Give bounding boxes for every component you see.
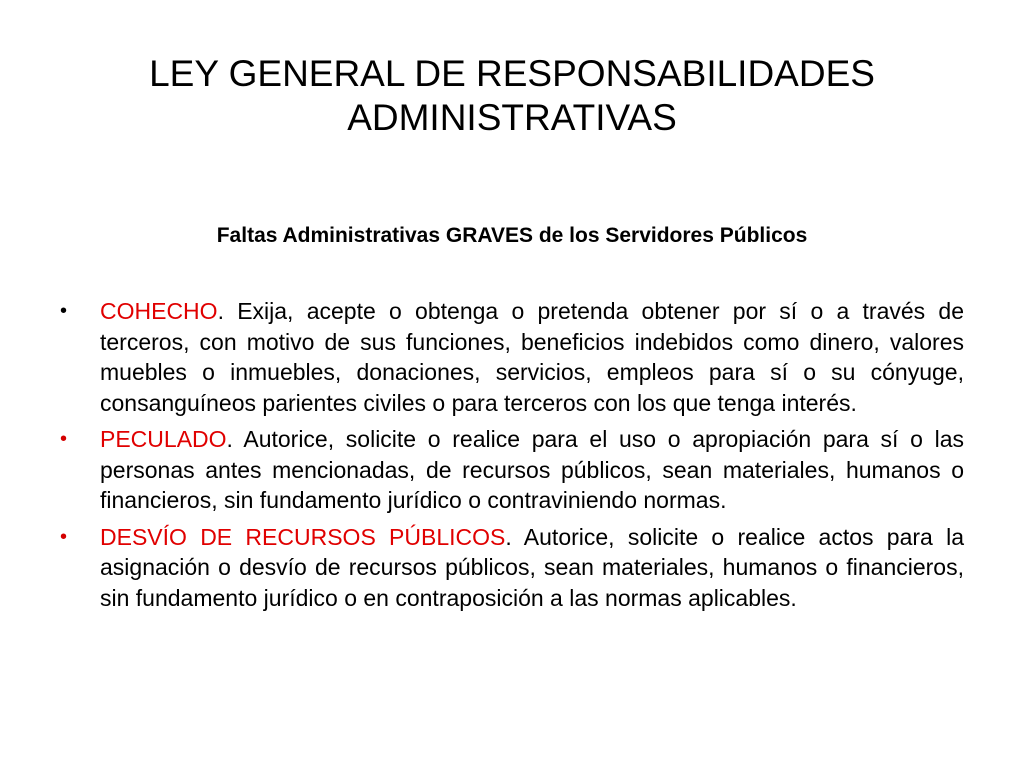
bullet-list [60,296,965,619]
bullet-term: PECULADO [100,426,227,452]
title-line-2: ADMINISTRATIVAS [347,97,677,138]
slide-title [60,52,964,140]
bullet-term: COHECHO [100,298,218,324]
bullet-dot-icon: • [60,300,68,322]
bullet-text: . Autorice, solicite o realice actos para la asignación o desvío de recursos públicos, sean materiales, humanos o financieros, sin fundamento jurídico o en contraposición a las normas aplicables. [100,523,965,611]
bullet-text: . Autorice, solicite o realice para el uso o apropiación para sí o las personas antes mencionadas, de recursos públicos, sean materiales, humanos o financieros, sin fundamento jurídico o contraviniendo normas. [100,426,964,513]
bullet-dot-icon: • [60,428,68,450]
bullet-term: DESVÍO DE RECURSOS PÚBLICOS [100,523,506,550]
bullet-item-desvio [60,522,965,614]
bullet-item-peculado [60,424,964,516]
slide-subtitle: Faltas Administrativas GRAVES de los Servidores Públicos [216,224,808,247]
bullet-item-cohecho [60,296,964,418]
title-line-1: LEY GENERAL DE RESPONSABILIDADES [149,53,875,94]
bullet-dot-icon: • [60,525,68,548]
bullet-text: . Exija, acepte o obtenga o pretenda obtener por sí o a través de terceros, con motivo de sus funciones, beneficios indebidos como dinero, valores muebles o inmuebles, donaciones, servicios, empleos para sí o su cónyuge, consanguíneos parientes civiles o para terceros con los que tenga interés. [100,298,964,416]
